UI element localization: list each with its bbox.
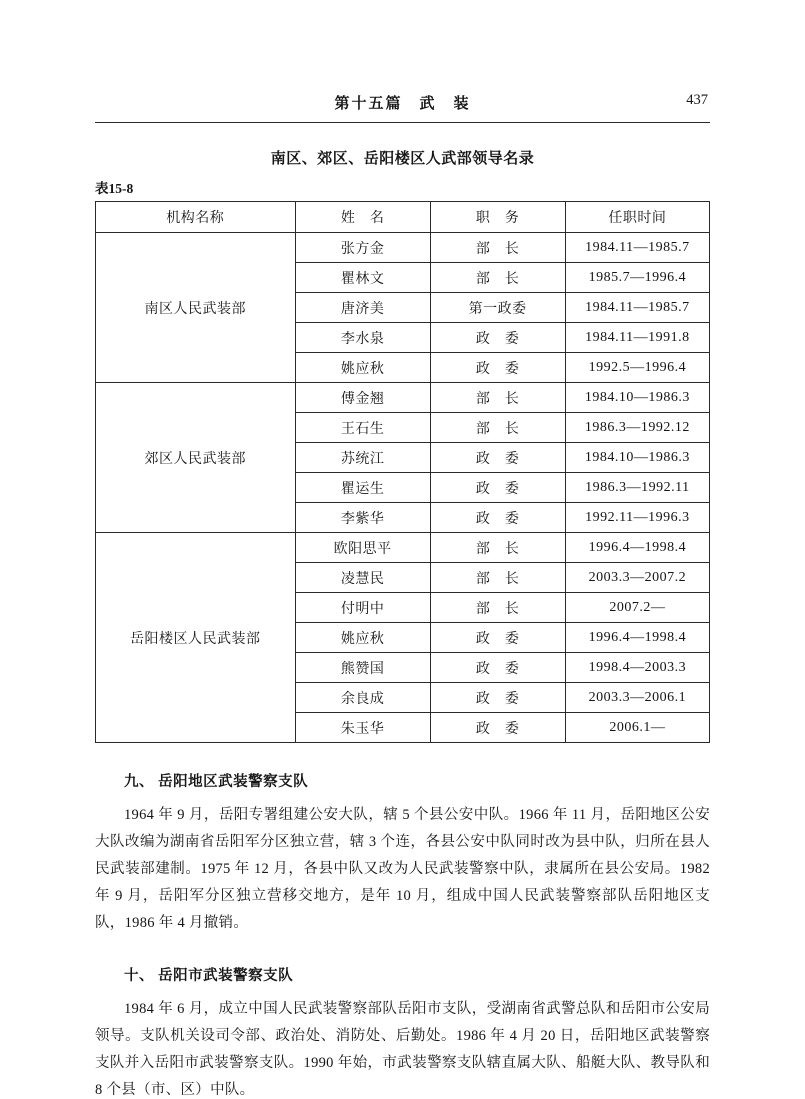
post-cell: 政 委 [430, 713, 565, 743]
name-cell: 瞿林文 [295, 263, 430, 293]
tenure-cell: 1984.10—1986.3 [565, 443, 709, 473]
post-cell: 部 长 [430, 563, 565, 593]
tenure-cell: 1998.4—2003.3 [565, 653, 709, 683]
post-cell: 部 长 [430, 233, 565, 263]
name-cell: 李水泉 [295, 323, 430, 353]
org-name-cell: 南区人民武装部 [96, 233, 296, 383]
tenure-cell: 1984.11—1985.7 [565, 233, 709, 263]
tenure-cell: 1986.3—1992.11 [565, 473, 709, 503]
section-paragraph: 1984 年 6 月，成立中国人民武装警察部队岳阳市支队，受湖南省武警总队和岳阳市公安局领导。支队机关设司令部、政治处、消防处、后勤处。1986 年 4 月 20 日，岳阳地区武装警察支队并入岳阳市武装警察支队。1990 年始，市武装警察支队辖直属大队、船艇大队、教导队和 8 个县（市、区）中队。 [95, 1001, 710, 1098]
page-header [95, 92, 710, 123]
name-cell: 张方金 [295, 233, 430, 263]
name-cell: 凌慧民 [295, 563, 430, 593]
table-header-row [96, 202, 710, 233]
section-block [95, 964, 710, 1099]
post-cell: 政 委 [430, 653, 565, 683]
tenure-cell: 1992.5—1996.4 [565, 353, 709, 383]
table-row [96, 233, 710, 263]
org-name-cell: 郊区人民武装部 [96, 383, 296, 533]
table-title: 南区、郊区、岳阳楼区人武部领导名录 [270, 151, 535, 167]
post-cell: 部 长 [430, 533, 565, 563]
section-heading: 十、 岳阳市武装警察支队 [124, 968, 294, 984]
name-cell: 余良成 [295, 683, 430, 713]
post-cell: 政 委 [430, 683, 565, 713]
table-body [96, 233, 710, 743]
table-label: 表15-8 [95, 181, 134, 196]
col-header-org: 机构名称 [96, 202, 296, 233]
tenure-cell: 1984.11—1991.8 [565, 323, 709, 353]
post-cell: 政 委 [430, 623, 565, 653]
col-header-name: 姓 名 [295, 202, 430, 233]
tenure-cell: 1984.10—1986.3 [565, 383, 709, 413]
leaders-table [95, 201, 710, 743]
name-cell: 熊赞国 [295, 653, 430, 683]
name-cell: 傅金翘 [295, 383, 430, 413]
post-cell: 部 长 [430, 413, 565, 443]
post-cell: 部 长 [430, 593, 565, 623]
header-title: 第十五篇 武 装 [334, 96, 471, 112]
org-name-cell: 岳阳楼区人民武装部 [96, 533, 296, 743]
tenure-cell: 2003.3—2007.2 [565, 563, 709, 593]
col-header-post: 职 务 [430, 202, 565, 233]
table-row [96, 383, 710, 413]
tenure-cell: 1985.7—1996.4 [565, 263, 709, 293]
tenure-cell: 1992.11—1996.3 [565, 503, 709, 533]
tenure-cell: 1996.4—1998.4 [565, 533, 709, 563]
post-cell: 政 委 [430, 503, 565, 533]
table-row [96, 533, 710, 563]
name-cell: 姚应秋 [295, 353, 430, 383]
name-cell: 李紫华 [295, 503, 430, 533]
post-cell: 政 委 [430, 323, 565, 353]
tenure-cell: 1996.4—1998.4 [565, 623, 709, 653]
name-cell: 瞿运生 [295, 473, 430, 503]
section-paragraph: 1964 年 9 月，岳阳专署组建公安大队，辖 5 个县公安中队。1966 年 11 月，岳阳地区公安大队改编为湖南省岳阳军分区独立营，辖 3 个连，各县公安中队同时改为县中队，归所在县人民武装部建制。1975 年 12 月，各县中队又改为人民武装警察中队，隶属所在县公安局。1982 年 9 月，岳阳军分区独立营移交地方，是年 10 月，组成中国人民武装警察部队岳阳地区支队，1986 年 4 月撤销。 [95, 807, 710, 931]
name-cell: 王石生 [295, 413, 430, 443]
col-header-tenure: 任职时间 [565, 202, 709, 233]
name-cell: 朱玉华 [295, 713, 430, 743]
name-cell: 苏统江 [295, 443, 430, 473]
post-cell: 政 委 [430, 353, 565, 383]
tenure-cell: 1984.11—1985.7 [565, 293, 709, 323]
post-cell: 政 委 [430, 443, 565, 473]
section-block [95, 770, 710, 937]
section-heading: 九、 岳阳地区武装警察支队 [124, 774, 309, 790]
name-cell: 欧阳思平 [295, 533, 430, 563]
tenure-cell: 2003.3—2006.1 [565, 683, 709, 713]
tenure-cell: 2007.2— [565, 593, 709, 623]
name-cell: 姚应秋 [295, 623, 430, 653]
post-cell: 政 委 [430, 473, 565, 503]
name-cell: 唐济美 [295, 293, 430, 323]
tenure-cell: 2006.1— [565, 713, 709, 743]
post-cell: 部 长 [430, 263, 565, 293]
name-cell: 付明中 [295, 593, 430, 623]
tenure-cell: 1986.3—1992.12 [565, 413, 709, 443]
post-cell: 部 长 [430, 383, 565, 413]
post-cell: 第一政委 [430, 293, 565, 323]
page-number: 437 [686, 92, 708, 108]
